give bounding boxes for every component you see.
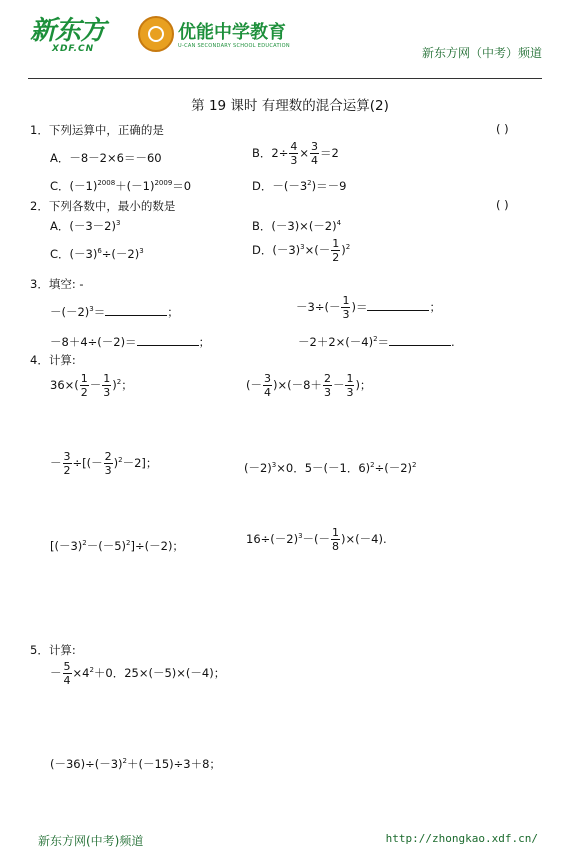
q4-stem: 4．计算: <box>30 353 76 367</box>
q2-option-c: C．$(-3)^6\div(-2)^3$ <box>50 247 144 261</box>
answer-blank <box>137 335 199 346</box>
q5-stem: 5．计算: <box>30 643 76 657</box>
q2-option-b: B．$(-3)\times(-2)^4$ <box>252 219 342 233</box>
answer-blank <box>367 300 429 311</box>
q3-blank-1: $-(-2)^3=$ ； <box>50 305 179 319</box>
q2-stem: 2．下列各数中，最小的数是 <box>30 199 176 213</box>
q1-option-c: C．$(-1)^{2008}+(-1)^{2009}=0$ <box>50 179 192 193</box>
q4-expr-2: (－ $\frac{3}{4}$ )×(－8＋ $\frac{2}{3}$ － $\frac{1}{3}$ )； <box>246 372 372 399</box>
q2-answer-paren: ( ) <box>496 198 509 212</box>
answer-blank <box>105 305 167 316</box>
q4-expr-1: 36×( $\frac{1}{2}$ － $\frac{1}{3}$ )$^2$； <box>50 372 133 399</box>
footer-url-link[interactable]: http://zhongkao.xdf.cn/ <box>385 832 538 845</box>
q2-option-d: D．$(-3)^3\times(-$ $\frac{1}{2}$ )$^2$ <box>252 237 351 264</box>
q1-stem: 1．下列运算中，正确的是 <box>30 123 164 137</box>
q1-answer-paren: ( ) <box>496 122 509 136</box>
q4-expr-5: $[(-3)^2-(-5)^2]\div(-2)$； <box>50 539 184 553</box>
q3-blank-3: －8＋4÷(－2)＝ ； <box>50 335 211 349</box>
q1-option-b: B．2÷ $\frac{4}{3}$ × $\frac{3}{4}$ ＝2 <box>252 140 339 167</box>
q1-option-d: D．$-(-3^2)=-9$ <box>252 179 347 193</box>
header-divider <box>28 78 542 79</box>
page-title: 第 19 课时 有理数的混合运算(2) <box>191 98 389 114</box>
q3-blank-2: －3÷(－ $\frac{1}{3}$ )＝ ； <box>296 294 441 321</box>
q2-option-a: A．$(-3-2)^3$ <box>50 219 121 233</box>
footer-channel-link[interactable]: 新东方网(中考)频道 <box>38 834 144 848</box>
q4-expr-6: $16\div(-2)^3-(-$ $\frac{1}{8}$ )×(－4). <box>246 526 387 553</box>
channel-label: 新东方网（中考）频道 <box>421 46 542 60</box>
q4-expr-4: $(-2)^3\times 0$．5－(－1．$6)^2\div(-2)^2$ <box>244 461 417 475</box>
q4-expr-3: － $\frac{3}{2}$ ÷[(－ $\frac{2}{3}$ )$^2$－2]； <box>50 450 158 477</box>
answer-blank <box>389 335 451 346</box>
q3-blank-4: $-2+2\times(-4)^2=$ . <box>298 335 455 349</box>
q5-expr-2: $(-36)\div(-3)^2+(-15)\div 3+8$； <box>50 757 221 771</box>
q5-expr-1: － $\frac{5}{4}$ $\times 4^2+0$．25×(－5)×(－4)； <box>50 660 226 687</box>
q3-stem: 3．填空: - <box>30 277 84 291</box>
ucan-emblem-icon <box>138 16 174 52</box>
q1-option-a: A．－8－2×6＝－60 <box>50 151 162 165</box>
xdf-logo: 新东方 XDF.CN <box>30 16 106 54</box>
